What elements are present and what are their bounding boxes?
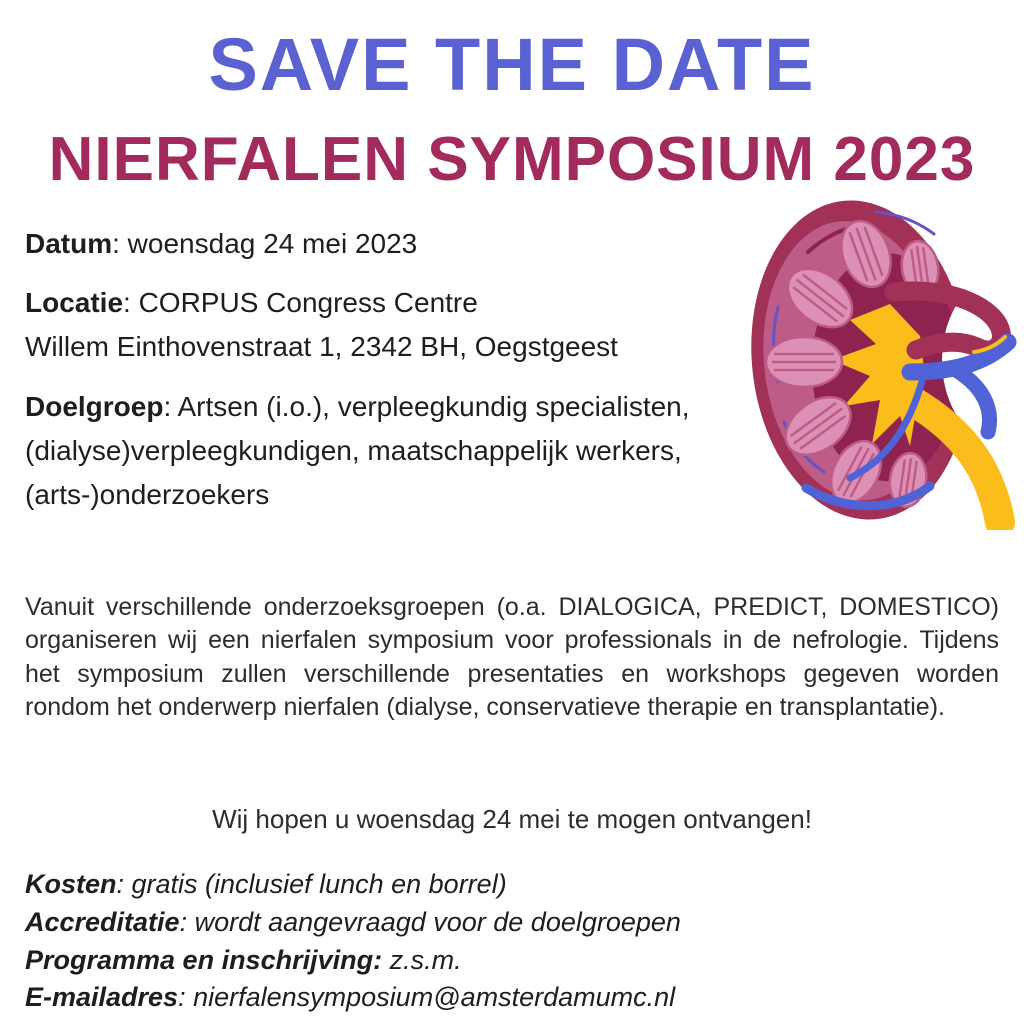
locatie-value: : CORPUS Congress Centre	[123, 287, 478, 319]
programma-value: z.s.m.	[382, 944, 462, 975]
datum-value: : woensdag 24 mei 2023	[112, 228, 418, 259]
kosten-label: Kosten	[25, 869, 117, 899]
intro-paragraph: Vanuit verschillende onderzoeksgroepen (o.a. DIALOGICA, PREDICT, DOMESTICO) organiseren wij een nierfalen symposium voor professionals in de nefrologie. Tijdens het symposium zullen verschillende presentaties en workshops gegeven worden rondom het onderwerp nierfalen (dialyse, conservatieve therapie en transplantatie).	[25, 593, 999, 721]
datum-row	[25, 222, 770, 266]
email-label: E-mailadres	[25, 982, 179, 1013]
hope-line: Wij hopen u woensdag 24 mei te mogen ontvangen!	[212, 804, 812, 834]
kidney-illustration	[748, 192, 1020, 530]
accreditatie-row	[25, 904, 925, 942]
kidney-cross-section-icon	[748, 192, 1020, 530]
locatie-label: Locatie	[25, 287, 124, 319]
symposium-title: NIERFALEN SYMPOSIUM 2023	[48, 125, 976, 194]
doelgroep-value: : Artsen (i.o.), verpleegkundig specialisten, (dialyse)verpleegkundigen, maatschappelijk werkers, (arts-)onderzoekers	[25, 390, 690, 511]
locatie-row	[25, 281, 770, 369]
kosten-value: : gratis (inclusief lunch en borrel)	[116, 869, 507, 899]
programma-label: Programma en inschrijving:	[25, 944, 383, 975]
programma-row	[25, 942, 925, 980]
datum-label: Datum	[25, 228, 113, 259]
email-row	[25, 979, 925, 1017]
accreditatie-label: Accreditatie	[25, 906, 180, 937]
doelgroep-label: Doelgroep	[25, 390, 164, 422]
footer-info	[25, 866, 925, 1017]
doelgroep-row	[25, 385, 770, 518]
save-the-date-heading: SAVE THE DATE	[208, 23, 816, 106]
email-value: : nierfalensymposium@amsterdamumc.nl	[178, 982, 676, 1013]
kosten-row	[25, 866, 925, 904]
event-details	[25, 222, 770, 532]
accreditatie-value: : wordt aangevraagd voor de doelgroepen	[179, 906, 681, 937]
locatie-address: Willem Einthovenstraat 1, 2342 BH, Oegstgeest	[25, 331, 618, 363]
